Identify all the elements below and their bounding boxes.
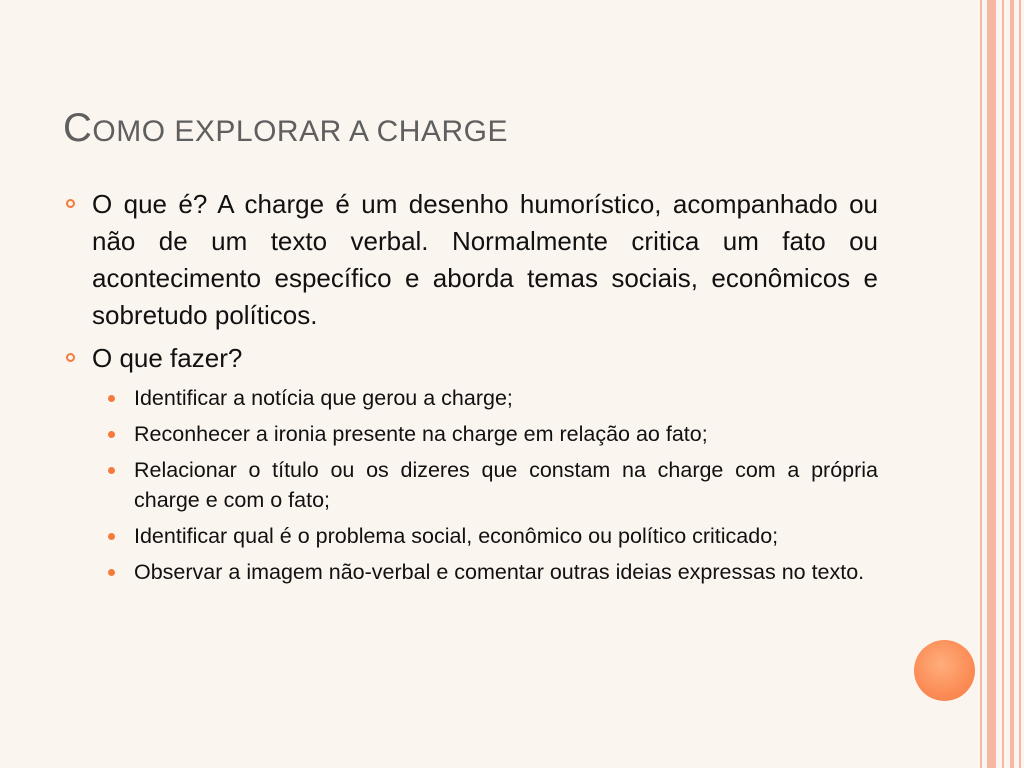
sub-bullet-text: Identificar a notícia que gerou a charge; [134,386,513,410]
sub-bullet-item [64,557,878,587]
sub-bullet-text: Relacionar o título ou os dizeres que constam na charge com a própria charge e com o fato; [134,458,878,512]
hollow-circle-bullet-icon [66,199,75,208]
bullet-text: O que é? A charge é um desenho humorístico, acompanhado ou não de um texto verbal. Normalmente critica um fato ou acontecimento específico e aborda temas sociais, econômicos e sobretudo políticos. [92,189,878,330]
sub-bullet-item [64,521,878,551]
frame-line [987,0,996,768]
title-first-letter: C [63,106,93,150]
frame-line [1010,0,1014,768]
filled-dot-bullet-icon [108,569,115,576]
slide-content [64,186,878,593]
title-rest: OMO EXPLORAR A CHARGE [92,115,508,148]
bullet-item [64,340,878,377]
filled-dot-bullet-icon [108,395,115,402]
hollow-circle-bullet-icon [66,353,75,362]
frame-line [980,0,982,768]
frame-line [1019,0,1021,768]
bullet-text: O que fazer? [92,343,243,373]
filled-dot-bullet-icon [108,533,115,540]
filled-dot-bullet-icon [108,431,115,438]
orange-circle-decoration [914,640,975,701]
sub-bullet-text: Reconhecer a ironia presente na charge em relação ao fato; [134,422,708,446]
sub-bullet-text: Identificar qual é o problema social, econômico ou político criticado; [134,524,779,548]
frame-line [1002,0,1004,768]
slide-title [63,108,508,148]
sub-bullet-text: Observar a imagem não-verbal e comentar outras ideias expressas no texto. [134,560,865,584]
sub-bullet-item [64,419,878,449]
sub-bullet-item [64,383,878,413]
sub-bullet-list [64,383,878,587]
sub-bullet-item [64,455,878,515]
filled-dot-bullet-icon [108,467,115,474]
bullet-item [64,186,878,334]
